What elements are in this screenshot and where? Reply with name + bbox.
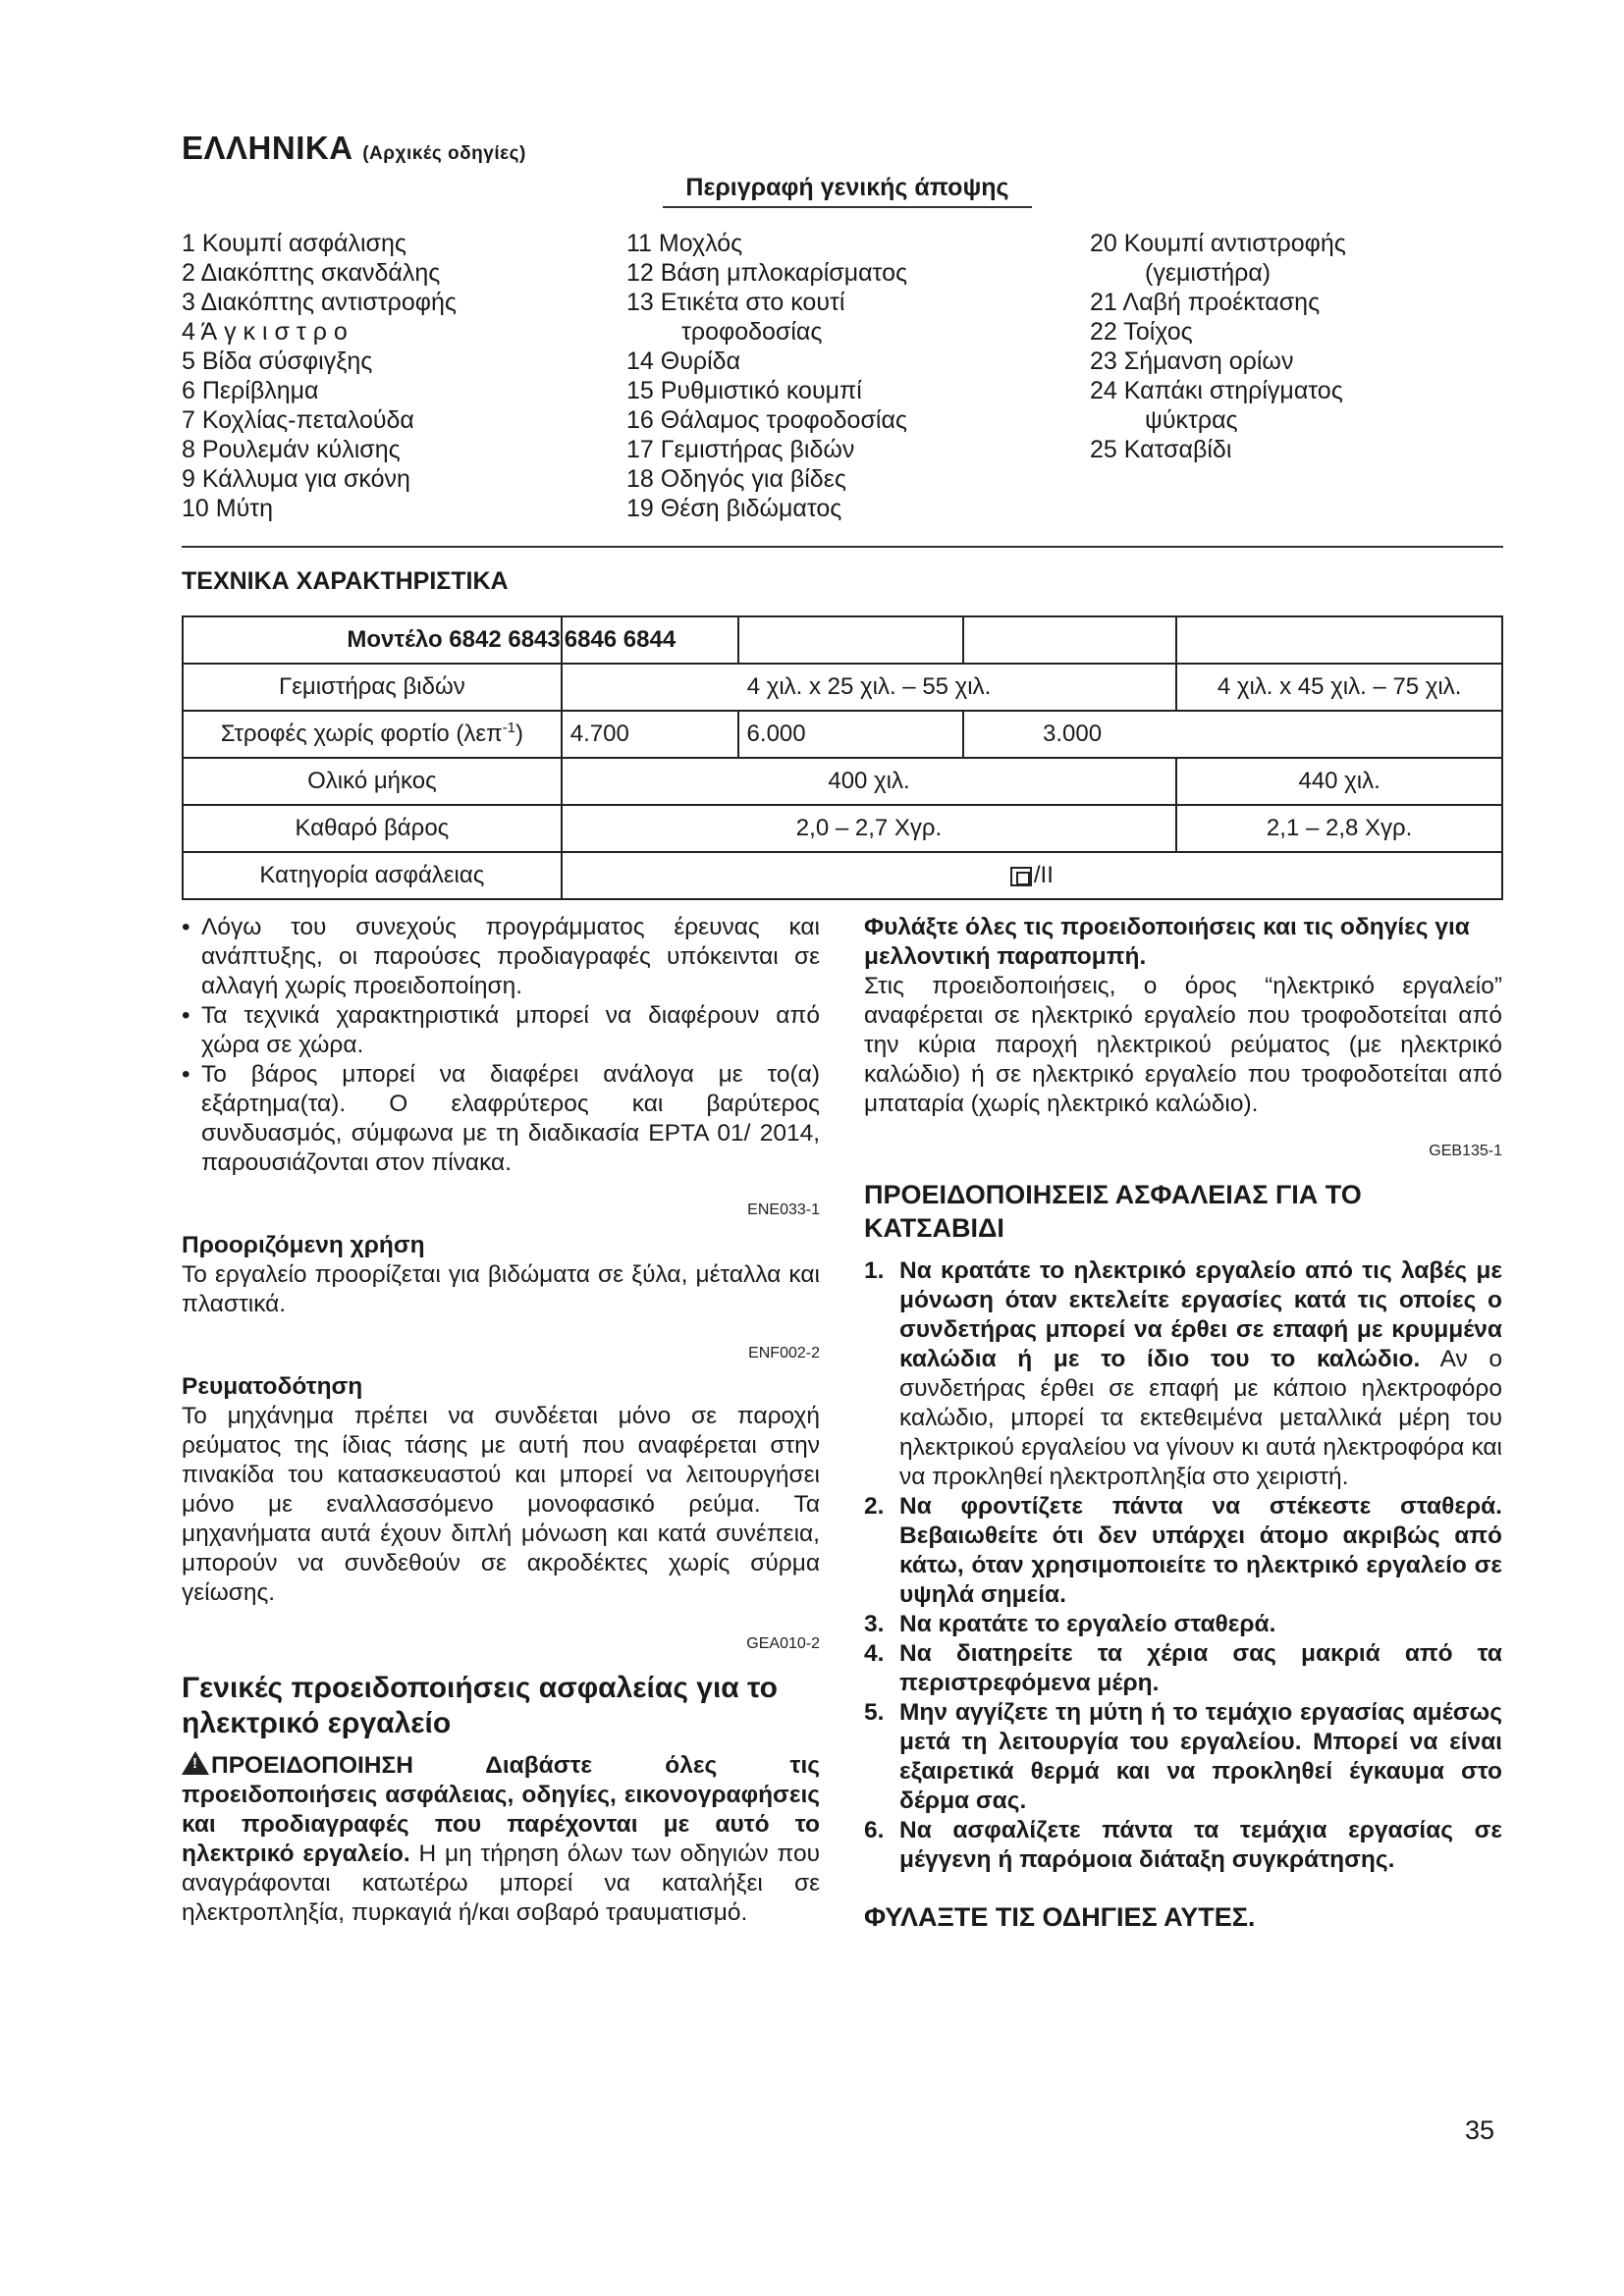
double-insulation-icon	[1010, 867, 1032, 886]
part-item: 4 Ά γ κ ι σ τ ρ ο	[182, 318, 348, 346]
section-divider	[182, 546, 1503, 548]
part-item: 7 Κοχλίας-πεταλούδα	[182, 406, 414, 434]
part-item: 18 Οδηγός για βίδες	[626, 465, 846, 493]
table-row	[183, 664, 1502, 711]
part-item: 2 Διακόπτης σκανδάλης	[182, 259, 441, 287]
part-item: 11 Μοχλός	[626, 230, 743, 257]
magazine-value-b: 4 χιλ. x 45 χιλ. – 75 χιλ.	[1176, 664, 1502, 711]
language-title: ΕΛΛΗΝΙΚΑ	[182, 130, 353, 166]
part-item: 23 Σήμανση ορίων	[1090, 347, 1294, 375]
weight-value-b: 2,1 – 2,8 Χγρ.	[1176, 805, 1502, 852]
right-column	[864, 913, 1502, 1934]
intended-use-title: Προοριζόμενη χρήση	[182, 1232, 425, 1258]
length-value-a: 400 χιλ.	[562, 758, 1177, 805]
part-item: 12 Βάση μπλοκαρίσματος	[626, 259, 908, 287]
list-item: • Τα τεχνικά χαρακτηριστικά μπορεί να διαφέρουν από χώρα σε χώρα.	[182, 1001, 820, 1060]
table-row	[183, 852, 1502, 899]
part-item: 20 Κουμπί αντιστροφής	[1090, 230, 1346, 257]
part-item: 6 Περίβλημα	[182, 377, 319, 404]
parts-list-column-1	[182, 229, 457, 523]
table-row	[183, 805, 1502, 852]
part-item: 19 Θέση βιδώματος	[626, 495, 842, 522]
warning-icon	[182, 1751, 209, 1775]
section-code: ENE033-1	[747, 1201, 820, 1218]
power-supply-text: Το μηχάνημα πρέπει να συνδέεται μόνο σε παροχή ρεύματος της ίδιας τάσης με αυτή που αναφέρεται στην πινακίδα του κατασκευαστού και μπορεί να λειτουργήσει μόνο με εναλλασσόμενο μονοφασικό ρεύμα. Τα μηχανήματα αυτά έχουν διπλή μόνωση και κατά συνέπεια, μπορούν να συνδεθούν σε ακροδέκτες χωρίς σύρμα γείωσης.	[182, 1403, 820, 1606]
list-item: 4. Να διατηρείτε τα χέρια σας μακριά από τα περιστρεφόμενα μέρη.	[864, 1640, 1502, 1696]
model-rest: 6846 6844	[562, 616, 738, 664]
section-code: ENF002-2	[748, 1345, 820, 1362]
part-item: 24 Καπάκι στηρίγματος	[1090, 377, 1343, 404]
overview-title: Περιγραφή γενικής άποψης	[663, 174, 1032, 208]
weight-value-a: 2,0 – 2,7 Χγρ.	[562, 805, 1177, 852]
part-item: 13 Ετικέτα στο κουτί	[626, 289, 845, 316]
speed-value-2: 6.000	[738, 711, 963, 758]
part-item: 14 Θυρίδα	[626, 347, 741, 375]
keep-instructions-title: Φυλάξτε όλες τις προειδοποιήσεις και τις οδηγίες για μελλοντική παραπομπή.	[864, 914, 1470, 970]
specs-title: ΤΕΧΝΙΚΑ ΧΑΡΑΚΤΗΡΙΣΤΙΚΑ	[182, 567, 509, 595]
table-cell-empty	[963, 616, 1176, 664]
list-item: 6. Να ασφαλίζετε πάντα τα τεμάχια εργασίας σε μέγγενη ή παρόμοια διάταξη συγκράτησης.	[864, 1817, 1502, 1873]
part-item: 17 Γεμιστήρας βιδών	[626, 436, 855, 463]
list-item: • Λόγω του συνεχούς προγράμματος έρευνας και ανάπτυξης, οι παρούσες προδιαγραφές υπόκεινται σε αλλαγή χωρίς προειδοποίηση.	[182, 913, 820, 1001]
class-label: Κατηγορία ασφάλειας	[183, 852, 562, 899]
length-value-b: 440 χιλ.	[1176, 758, 1502, 805]
part-item: 16 Θάλαμος τροφοδοσίας	[626, 406, 907, 434]
table-cell-empty	[1176, 616, 1502, 664]
safety-list	[864, 1256, 1502, 1875]
section-code: GEB135-1	[1429, 1143, 1502, 1159]
model-label: Μοντέλο 6842 6843	[183, 616, 562, 664]
general-warnings-title: Γενικές προειδοποιήσεις ασφαλείας για το ηλεκτρικό εργαλείο	[182, 1672, 778, 1739]
speed-label: Στροφές χωρίς φορτίο (λεπ$^{-1}$)	[183, 711, 562, 758]
power-supply-title: Ρευματοδότηση	[182, 1373, 363, 1400]
part-item: 10 Μύτη	[182, 495, 274, 522]
page-number: 35	[1465, 2115, 1495, 2145]
part-item: 5 Βίδα σύσφιγξης	[182, 347, 373, 375]
part-item: 8 Ρουλεμάν κύλισης	[182, 436, 401, 463]
screwdriver-safety-title: ΠΡΟΕΙΔΟΠΟΙΗΣΕΙΣ ΑΣΦΑΛΕΙΑΣ ΓΙΑ ΤΟ ΚΑΤΣΑΒΙΔΙ	[864, 1180, 1362, 1243]
language-heading	[182, 130, 526, 167]
table-row	[183, 711, 1502, 758]
part-item-continued: (γεμιστήρα)	[1145, 259, 1272, 287]
list-item: 3. Να κρατάτε το εργαλείο σταθερά.	[864, 1611, 1276, 1637]
part-item: 3 Διακόπτης αντιστροφής	[182, 289, 457, 316]
part-item: 22 Τοίχος	[1090, 318, 1193, 346]
table-row	[183, 758, 1502, 805]
magazine-value-a: 4 χιλ. x 25 χιλ. – 55 χιλ.	[562, 664, 1177, 711]
part-item: 25 Κατσαβίδι	[1090, 436, 1232, 463]
part-item: 9 Κάλλυμα για σκόνη	[182, 465, 410, 493]
specs-table	[182, 615, 1503, 900]
part-item: 1 Κουμπί ασφάλισης	[182, 230, 406, 257]
general-warning-text: !ΠΡΟΕΙΔΟΠΟΙΗΣΗ Διαβάστε όλες τις προειδοποιήσεις ασφάλειας, οδηγίες, εικονογραφήσεις και προδιαγραφές που παρέχονται με αυτό το ηλεκτρικό εργαλείο. Η μη τήρηση όλων των οδηγιών που αναγράφονται κατωτέρω μπορεί να καταλήξει σε ηλεκτροπληξία, πυρκαγιά ή/και σοβαρό τραυματισμό.	[182, 1751, 820, 1928]
keep-instructions-text: Στις προειδοποιήσεις, ο όρος “ηλεκτρικό εργαλείο” αναφέρεται σε ηλεκτρικό εργαλείο που τροφοδοτείται από την κύρια παροχή ηλεκτρικού ρεύματος (με ηλεκτρικό καλώδιο) ή σε ηλεκτρικό εργαλείο που τροφοδοτείται από μπαταρία (χωρίς ηλεκτρικό καλώδιο).	[864, 973, 1502, 1117]
part-item-continued: ψύκτρας	[1145, 406, 1238, 434]
list-item: 2. Να φροντίζετε πάντα να στέκεστε σταθερά. Βεβαιωθείτε ότι δεν υπάρχει άτομο ακριβώς από κάτω, όταν χρησιμοποιείτε το ηλεκτρικό εργαλείο σε υψηλά σημεία.	[864, 1493, 1502, 1608]
intended-use-text: Το εργαλείο προορίζεται για βιδώματα σε ξύλα, μέταλλα και πλαστικά.	[182, 1261, 820, 1317]
list-item: 5. Μην αγγίζετε τη μύτη ή το τεμάχιο εργασίας αμέσως μετά τη λειτουργία του εργαλείου. Μπορεί να είναι εξαιρετικά θερμά και να προκληθεί έγκαυμα στο δέρμα σας.	[864, 1699, 1502, 1814]
speed-value-1: 4.700	[562, 711, 738, 758]
table-row	[183, 616, 1502, 664]
save-instructions-title: ΦΥΛΑΞΤΕ ΤΙΣ ΟΔΗΓΙΕΣ ΑΥΤΕΣ.	[864, 1902, 1256, 1932]
part-item: 15 Ρυθμιστικό κουμπί	[626, 377, 862, 404]
section-code: GEA010-2	[746, 1635, 820, 1652]
table-cell-empty	[738, 616, 963, 664]
part-item-continued: τροφοδοσίας	[681, 318, 823, 346]
list-item: • Το βάρος μπορεί να διαφέρει ανάλογα με το(α) εξάρτημα(τα). Ο ελαφρύτερος και βαρύτερος συνδυασμός, σύμφωνα με τη διαδικασία EPTA 01/ 2014, παρουσιάζονται στον πίνακα.	[182, 1060, 820, 1178]
length-label: Ολικό μήκος	[183, 758, 562, 805]
parts-list-column-2	[626, 229, 907, 523]
list-item: 1. Να κρατάτε το ηλεκτρικό εργαλείο από τις λαβές με μόνωση όταν εκτελείτε εργασίες κατά τις οποίες ο συνδετήρας μπορεί να έρθει σε επαφή με κρυμμένα καλώδια ή με το ίδιο του το καλώδιο. Αν ο συνδετήρας έρθει σε επαφή με κάποιο ηλεκτροφόρο καλώδιο, μπορεί τα εκτεθειμένα μεταλλικά μέρη του ηλεκτρικού εργαλείου να γίνουν κι αυτά ηλεκτροφόρα και να προκληθεί ηλεκτροπληξία στο χειριστή.	[864, 1257, 1502, 1490]
left-column	[182, 913, 820, 1928]
speed-value-3: 3.000	[963, 711, 1502, 758]
parts-list-column-3	[1090, 229, 1346, 464]
class-value: /II	[562, 852, 1502, 899]
part-item: 21 Λαβή προέκτασης	[1090, 289, 1321, 316]
language-subtitle: (Αρχικές οδηγίες)	[362, 143, 526, 164]
magazine-label: Γεμιστήρας βιδών	[183, 664, 562, 711]
weight-label: Καθαρό βάρος	[183, 805, 562, 852]
